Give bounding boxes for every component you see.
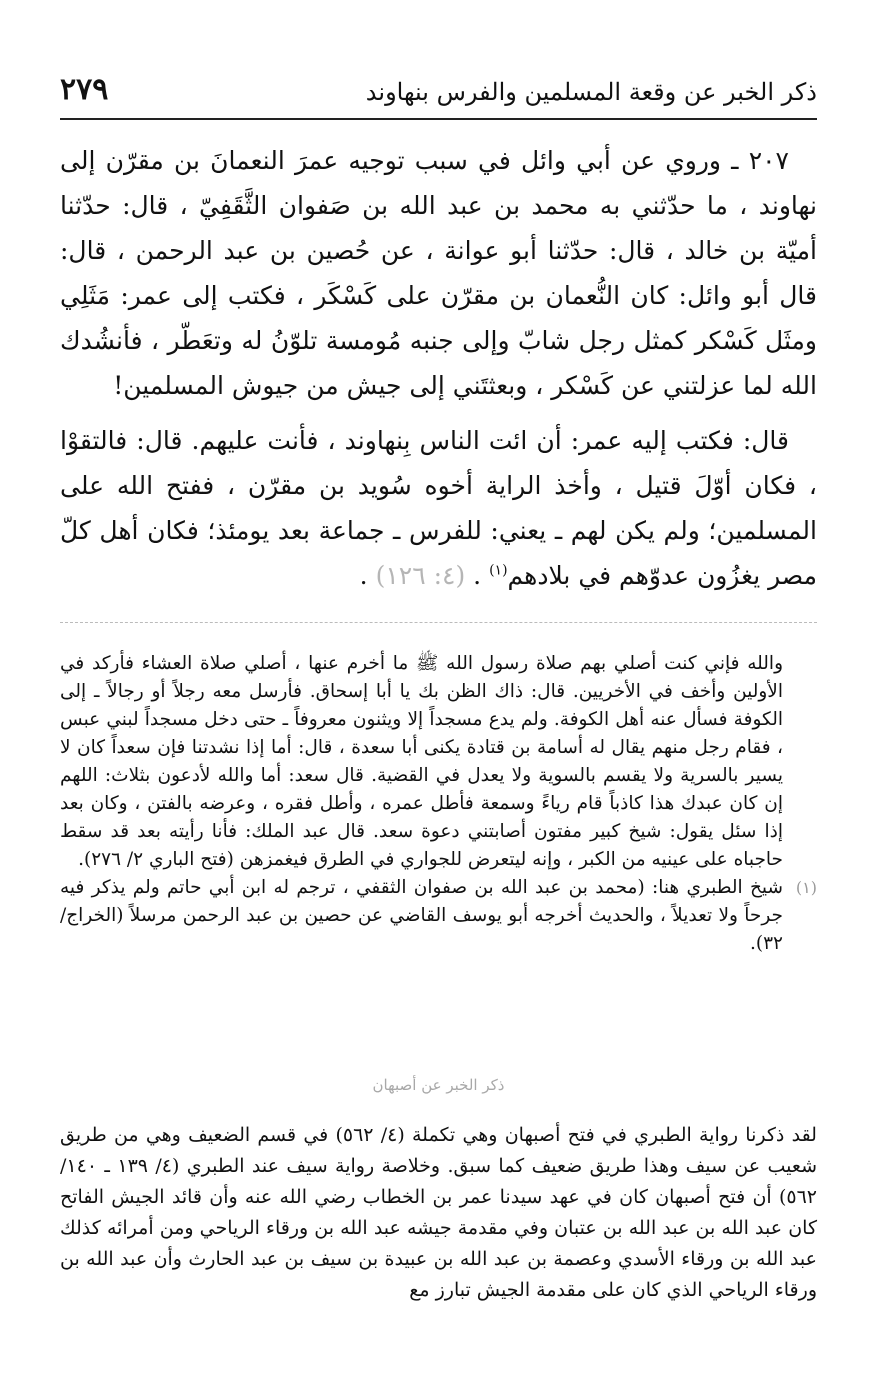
main-text xyxy=(60,138,817,608)
page-number: ٢٧٩ xyxy=(60,72,109,107)
section-label: ذكر الخبر عن أصبهان xyxy=(372,1076,505,1094)
narration-paragraph-207: ٢٠٧ ـ وروي عن أبي وائل في سبب توجيه عمرَ النعمانَ بن مقرّن إلى نهاوند ، ما حدّثني به محمد بن عبد الله بن صَفوان الثَّقَفِيّ ، قال: حدّثنا أميّة بن خالد ، قال: حدّثنا أبو عوانة ، عن حُصين بن عبد الرحمن ، قال: قال أبو وائل: كان النُّعمان بن مقرّن على كَسْكَر ، فكتب إلى عمر: مَثَلِي ومثَل كَسْكر كمثل رجل شابّ وإلى جنبه مُومسة تلوّنُ له وتعَطّر ، فأنشُدك الله لما عزلتني عن كَسْكر ، وبعثتَني إلى جيش من جيوش المسلمين! xyxy=(60,146,817,400)
commentary-paragraph: لقد ذكرنا رواية الطبري في فتح أصبهان وهي تكملة (٤/ ٥٦٢) في قسم الضعيف وهي من طريق شعيب عن سيف وهذا طريق ضعيف كما سبق. وخلاصة رواية سيف عند الطبري (٤/ ١٣٩ ـ ١٤٠/ ٥٦٢) أن فتح أصبهان كان في عهد سيدنا عمر بن الخطاب رضي الله عنه وأن قائد الجيش الفاتح كان عبد الله بن عبد الله بن عتبان وفي مقدمة جيشه عبد الله بن ورقاء الرياحي ومن أمرائه كذلك عبد الله بن ورقاء الأسدي وعصمة بن عبد الله بن عبيدة بن سيف بن عبد الحارث وأن عبد الله بن ورقاء الرياحي الذي كان على مقدمة الجيش تبارز مع xyxy=(60,1124,817,1301)
narration-text: قال: فكتب إليه عمر: أن ائت الناس بِنهاوند ، فأنت عليهم. قال: فالتقوْا ، فكان أوّلَ قتيل ، وأخذ الراية أخوه سُويد بن مقرّن ، ففتح الله على المسلمين؛ ولم يكن لهم ـ يعني: للفرس ـ جماعة بعد يومئذ؛ فكان أهل كلّ مصر يغزُون عدوّهم في بلادهم xyxy=(60,426,817,590)
footnote-divider xyxy=(60,622,817,623)
footnotes xyxy=(60,650,817,958)
commentary xyxy=(60,1120,817,1306)
narration-paragraph-continuation xyxy=(60,418,817,598)
footnote-reference: (١) xyxy=(489,562,508,579)
running-title: ذكر الخبر عن وقعة المسلمين والفرس بنهاوند xyxy=(365,78,817,106)
source-reference: (٤: ١٢٦) xyxy=(375,561,466,590)
footnote-1-text: شيخ الطبري هنا: (محمد بن عبد الله بن صفوان الثقفي ، ترجم له ابن أبي حاتم ولم يذكر فيه جرحاً ولا تعديلاً ، والحديث أخرجه أبو يوسف القاضي عن حصين بن عبد الرحمن مرسلاً (الخراج/ ٣٢). xyxy=(60,877,783,954)
footnote-continued: والله فإني كنت أصلي بهم صلاة رسول الله ﷺ ما أخرم عنها ، أصلي صلاة العشاء فأركد في الأولين وأخف في الأخريين. قال: ذاك الظن بك يا أبا إسحاق. فأرسل معه رجلاً أو رجالاً ـ إلى الكوفة فسأل عنه أهل الكوفة. ولم يدع مسجداً إلا ويثنون معروفاً ـ حتى دخل مسجداً لبني عبس ، فقام رجل منهم يقال له أسامة بن قتادة يكنى أبا سعدة ، قال: أما إذا نشدتنا فإن سعداً كان لا يسير بالسرية ولا يقسم بالسوية ولا يعدل في القضية. قال سعد: أما والله لأدعون بثلاث: اللهم إن كان عبدك هذا كاذباً قام رياءً وسمعة فأطل عمره ، وأطل فقره ، وعرضه بالفتن ، وكان بعد إذا سئل يقول: شيخ كبير مفتون أصابتني دعوة سعد. قال عبد الملك: فأنا رأيته بعد قد سقط حاجباه على عينيه من الكبر ، وإنه ليتعرض للجواري في الطرق فيغمزهن (فتح الباري ٢/ ٢٧٦). xyxy=(60,653,783,870)
footnote-1-marker: (١) xyxy=(795,878,817,897)
page-header xyxy=(60,72,817,120)
footnote-1 xyxy=(60,874,817,958)
period-end: . xyxy=(359,561,368,590)
period: . xyxy=(473,561,482,590)
